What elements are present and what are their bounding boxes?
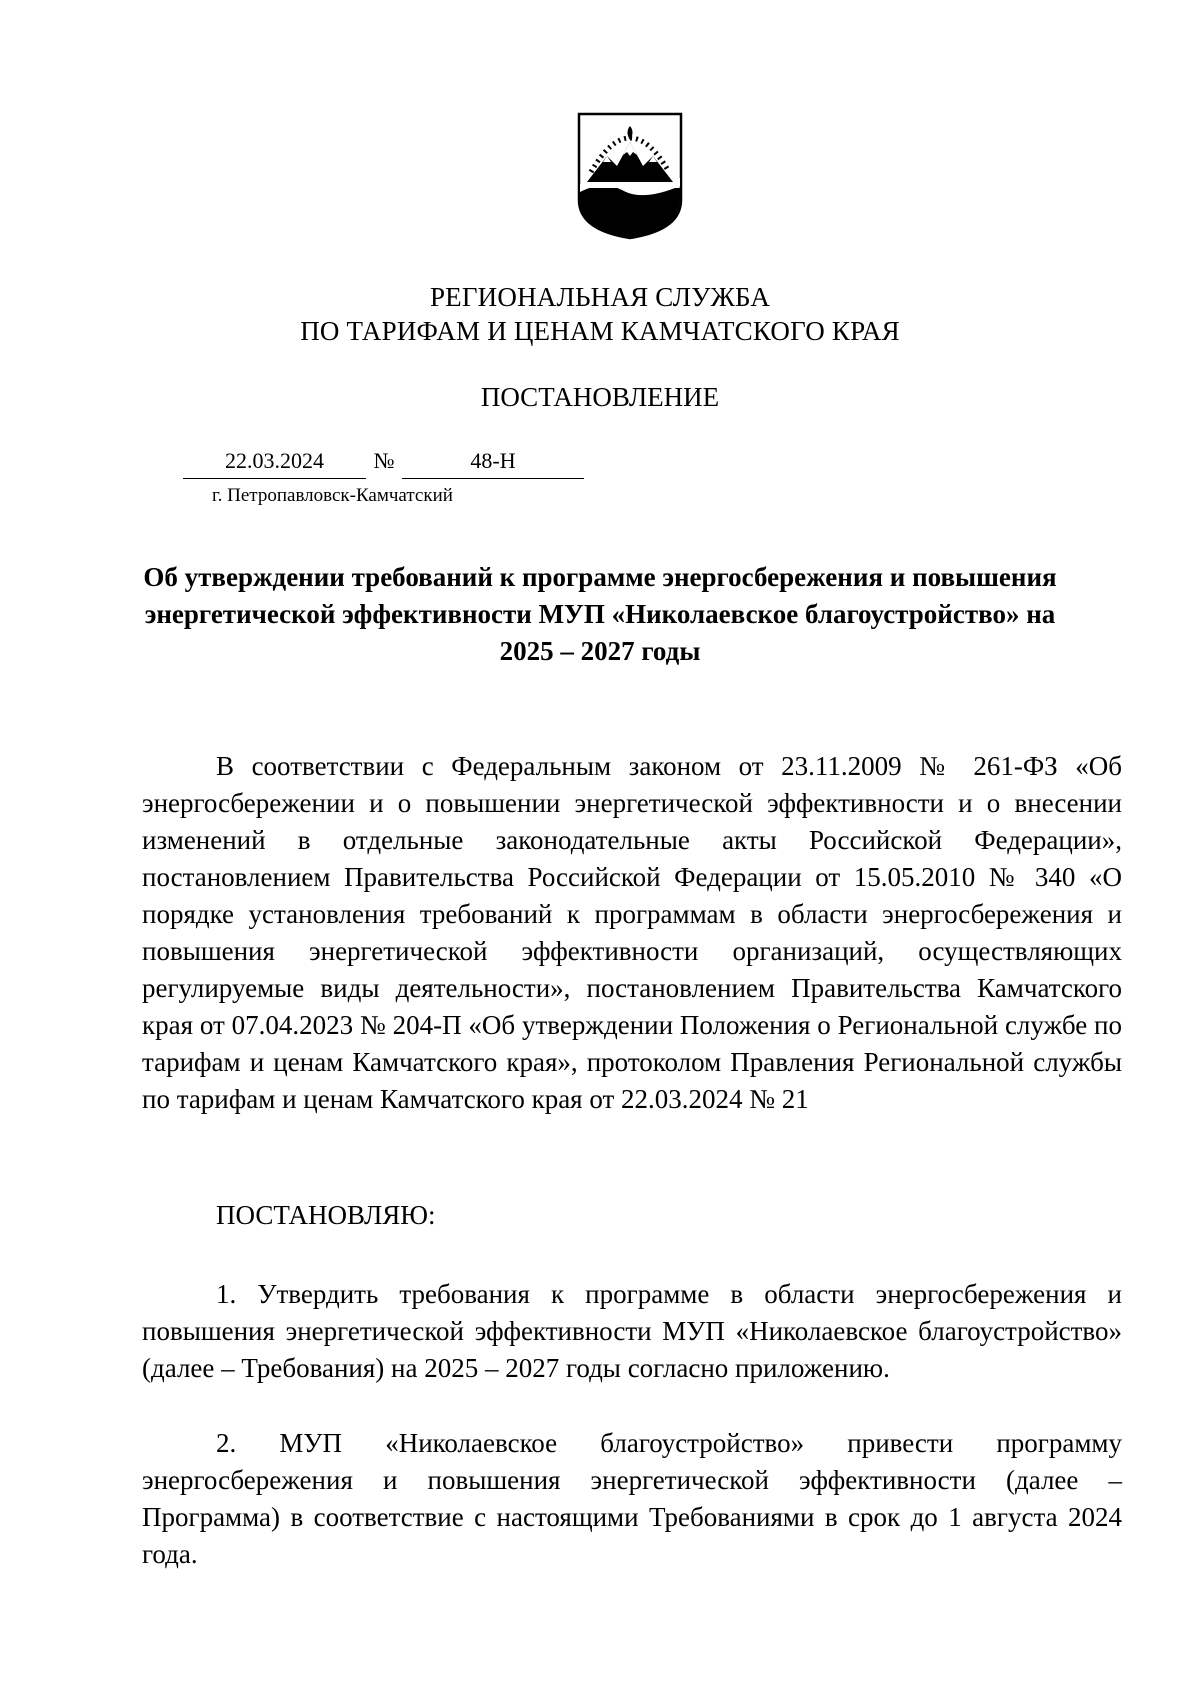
organization-name-line-2: ПО ТАРИФАМ И ЦЕНАМ КАМЧАТСКОГО КРАЯ [300, 316, 900, 346]
document-place: г. Петропавловск-Камчатский [212, 485, 453, 506]
number-sign: № [373, 448, 395, 473]
document-date: 22.03.2024 [183, 448, 366, 479]
organization-name-line-1: РЕГИОНАЛЬНАЯ СЛУЖБА [429, 282, 771, 312]
document-type: ПОСТАНОВЛЕНИЕ [480, 382, 720, 412]
item-paragraph-2: 2. МУП «Николаевское благоустройство» привести программу энергосбережения и повышения энергетической эффективности (далее – Программа) в соответствие с настоящими Требованиями в срок до 1 августа 2024 года. [142, 1428, 1122, 1569]
coat-of-arms-icon [577, 112, 683, 240]
decree-heading: ПОСТАНОВЛЯЮ: [216, 1200, 436, 1230]
preamble-paragraph: В соответствии с Федеральным законом от 23.11.2009 № 261-ФЗ «Об энергосбережении и о повышении энергетической эффективности и о внесении изменений в отдельные законодательные акты Российской Федерации», постановлением Правительства Российской Федерации от 15.05.2010 № 340 «О порядке установления требований к программам в области энергосбережения и повышения энергетической эффективности организаций, осуществляющих регулируемые виды деятельности», постановлением Правительства Камчатского края от 07.04.2023 № 204-П «Об утверждении Положения о Региональной службе по тарифам и ценам Камчатского края», протоколом Правления Региональной службы по тарифам и ценам Камчатского края от 22.03.2024 № 21 [142, 751, 1122, 1114]
document-title: Об утверждении требований к программе энергосбережения и повышения энергетической эффективности МУП «Николаевское благоустройство» на 2025 – 2027 годы [143, 562, 1057, 666]
item-paragraph-1: 1. Утвердить требования к программе в области энергосбережения и повышения энергетической эффективности МУП «Николаевское благоустройство» (далее – Требования) на 2025 – 2027 годы согласно приложению. [142, 1279, 1122, 1383]
document-number: 48-Н [402, 448, 584, 479]
